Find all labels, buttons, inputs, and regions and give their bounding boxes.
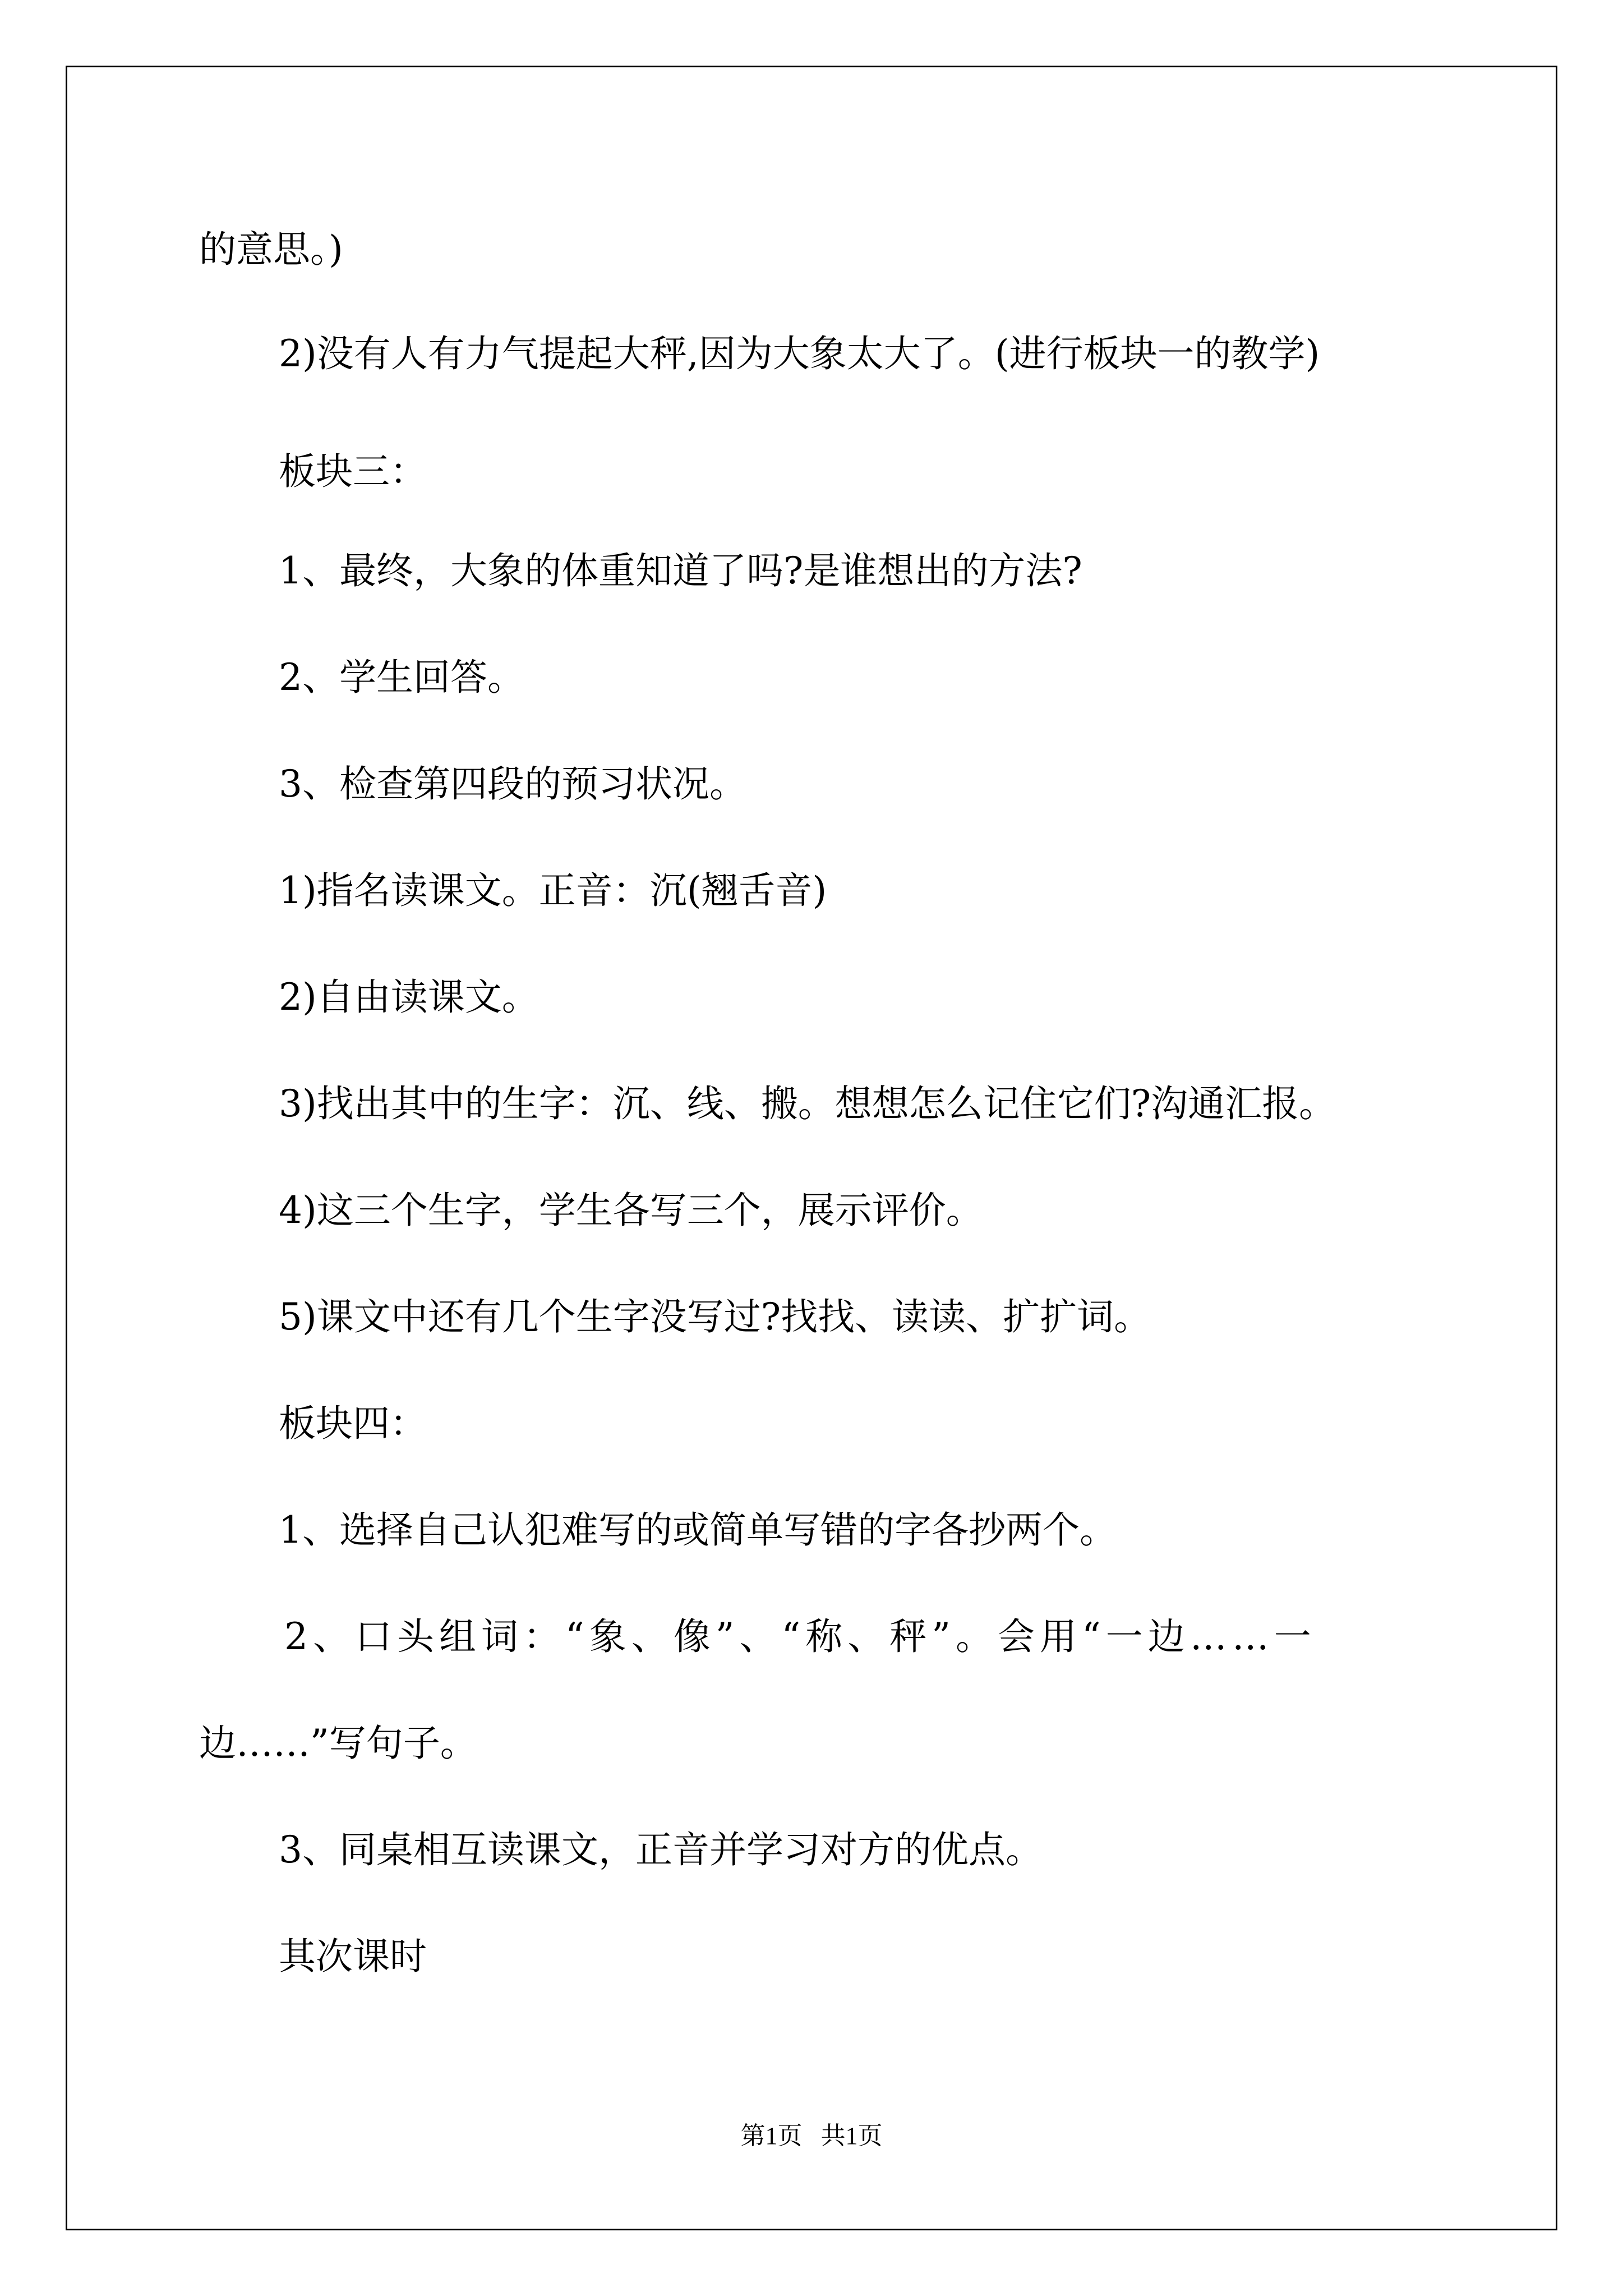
text-line: 2、口头组词：“象、像”、“称、秤”。会用“一边……一: [284, 1615, 1316, 1658]
text-line: 2)没有人有力气提起大秤,因为大象太大了。(进行板块一的教学): [279, 332, 1320, 375]
text-line: 边……”写句子。: [199, 1722, 477, 1765]
text-line: 5)课文中还有几个生字没写过?找找、读读、扩扩词。: [279, 1295, 1151, 1338]
section-heading: 板块四：: [279, 1402, 427, 1445]
text-line: 1)指名读课文。正音：沉(翘舌音): [279, 869, 827, 912]
text-line: 3、同桌相互读课文，正音并学习对方的优点。: [279, 1828, 1043, 1871]
section-heading: 其次课时: [279, 1935, 427, 1978]
text-line: 2、学生回答。: [279, 656, 524, 699]
text-line: 4)这三个生字，学生各写三个，展示评价。: [279, 1189, 983, 1232]
text-line: 2)自由读课文。: [279, 976, 539, 1019]
page-footer: 第1页 共1页: [740, 2122, 883, 2150]
page-border: [66, 66, 1557, 2230]
text-line: 3、检查第四段的预习状况。: [279, 762, 746, 806]
text-line: 的意思。): [199, 228, 343, 271]
text-line: 1、最终，大象的体重知道了吗?是谁想出的方法?: [279, 549, 1082, 592]
section-heading: 板块三：: [279, 450, 427, 493]
text-line: 3)找出其中的生字：沉、线、搬。想想怎么记住它们?沟通汇报。: [279, 1082, 1336, 1125]
text-line: 1、选择自己认犯难写的或简单写错的字各抄两个。: [279, 1508, 1117, 1552]
